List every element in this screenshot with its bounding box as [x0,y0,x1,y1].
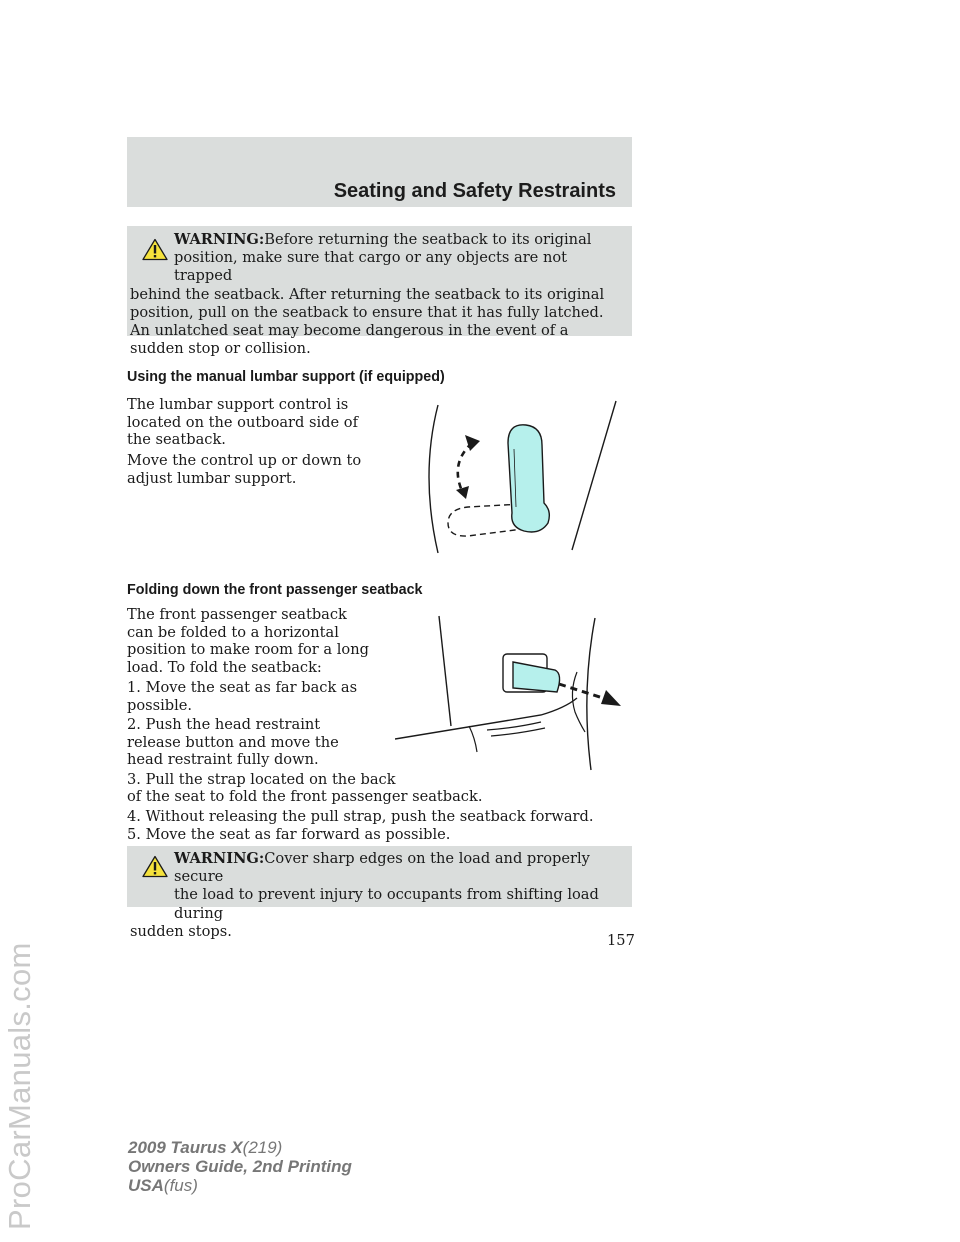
warning-box-seatback [127,226,632,358]
lumbar-heading: Using the manual lumbar support (if equipped) [127,369,445,385]
footer-line-1 [128,1138,352,1157]
step-4: 4. Without releasing the pull strap, push the seatback forward. [127,808,594,825]
seat-cushion-line [395,698,577,739]
warning-label: WARNING: [174,231,265,248]
section-header [127,137,632,207]
warning-first-line [130,231,626,249]
lumbar-lever [508,425,549,532]
footer-info [128,1138,352,1195]
page-number: 157 [607,932,635,949]
arrow-up-icon [465,435,480,451]
pull-arrow-line [559,684,603,698]
step-1: 1. Move the seat as far back as possible. [127,679,358,714]
warning-body: behind the seatback. After returning the seatback to its original position, pull on the seatback to ensure that it has fully latched. An unlatched seat may become dangerous in the event of a sudden stop or collision. [130,285,605,358]
arrow-down-icon [456,486,469,499]
warning-triangle-icon [142,855,168,878]
footer-guide: Owners Guide, 2nd Printing [128,1157,352,1176]
footer-code: (219) [242,1138,283,1157]
warning-label: WARNING: [174,850,265,867]
pull-arrow-icon [601,690,621,706]
footer-region: USA [128,1176,164,1195]
footer-line-2 [128,1157,352,1176]
folding-paragraph: The front passenger seatback can be folded to a horizontal position to make room for a long load. To fold the seatback: [127,606,369,676]
seat-frame-detail [469,722,545,752]
lumbar-support-illustration [420,395,630,555]
folding-heading: Folding down the front passenger seatback [127,582,423,598]
footer-line-3 [128,1176,352,1195]
watermark: ProCarManuals.com [2,942,37,1230]
pull-strap [513,662,560,692]
warning-text: Cover sharp edges on the load and properly secure [174,850,590,886]
lumbar-paragraph-1: The lumbar support control is located on the outboard side of the seatback. [127,396,358,448]
step-3-line-2: of the seat to fold the front passenger seatback. [127,788,483,805]
seat-edge-line [429,405,438,553]
warning-body: sudden stops. [130,922,232,940]
warning-first-line [130,850,626,886]
footer-region-code: (fus) [163,1176,198,1195]
step-3-line-1: 3. Pull the strap located on the back [127,771,396,788]
warning-box-load [127,846,632,940]
seat-contour-line [572,672,585,732]
warning-text: Before returning the seatback to its original [264,231,592,248]
warning-triangle-icon [142,238,168,261]
lumbar-paragraph-2: Move the control up or down to adjust lumbar support. [127,452,362,487]
section-title: Seating and Safety Restraints [333,180,616,202]
seatback-line [439,616,451,726]
step-2: 2. Push the head restraint release button and move the head restraint fully down. [127,716,339,768]
footer-model: 2009 Taurus X [128,1138,243,1157]
warning-second-line: the load to prevent injury to occupants from shifting load during [174,886,599,922]
step-5: 5. Move the seat as far forward as possible. [127,826,451,843]
seatback-strap-illustration [395,612,630,772]
warning-second-line: position, make sure that cargo or any objects are not trapped [174,249,568,285]
seat-side-line [572,401,616,550]
